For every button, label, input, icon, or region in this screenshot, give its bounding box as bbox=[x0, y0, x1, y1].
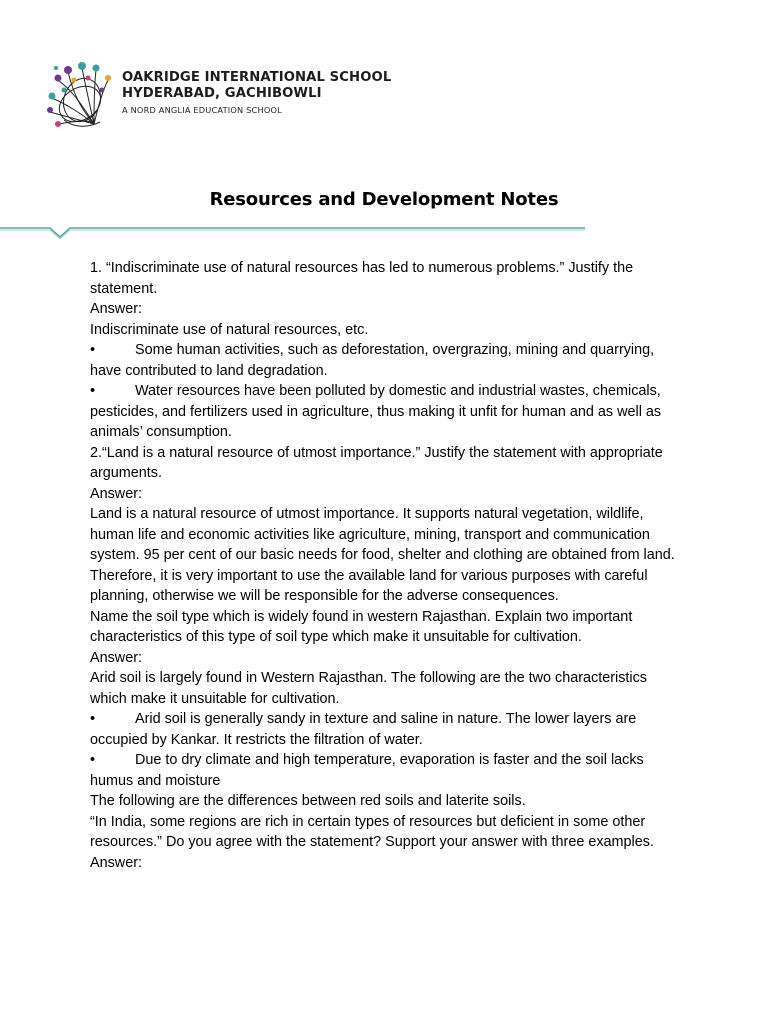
answer-text: The following are the differences between red soils and laterite soils. bbox=[90, 793, 526, 809]
bullet-item bbox=[90, 709, 686, 750]
bullet-item bbox=[90, 750, 686, 791]
question-2: 2.“Land is a natural resource of utmost importance.” Justify the statement with appropriate arguments. bbox=[90, 444, 663, 481]
school-logo-icon bbox=[44, 58, 114, 130]
bullet-item bbox=[90, 340, 686, 381]
bullet-text: Arid soil is generally sandy in texture and saline in nature. The lower layers are occupied by Kankar. It restricts the filtration of water. bbox=[90, 711, 637, 748]
bullet-icon: • bbox=[90, 752, 96, 768]
answer-text: Indiscriminate use of natural resources, etc. bbox=[90, 321, 369, 338]
answer-label: Answer: bbox=[90, 301, 142, 317]
school-tagline: A NORD ANGLIA EDUCATION SCHOOL bbox=[122, 105, 282, 115]
school-header bbox=[44, 58, 404, 130]
question-4: “In India, some regions are rich in certain types of resources but deficient in some other resources.” Do you agree with the statement? Support your answer with three examples. bbox=[90, 813, 654, 850]
school-wordmark bbox=[122, 70, 391, 115]
title-divider bbox=[0, 220, 590, 242]
bullet-text: Water resources have been polluted by domestic and industrial wastes, chemicals, pesticides, and fertilizers used in agriculture, thus making it unfit for human and as well as animals’ consumption. bbox=[90, 383, 662, 440]
school-name: OAKRIDGE INTERNATIONAL SCHOOL bbox=[122, 70, 392, 85]
notes-body bbox=[90, 258, 686, 873]
answer-text: Arid soil is largely found in Western Rajasthan. The following are the two characteristics which make it unsuitable for cultivation. bbox=[90, 670, 647, 707]
question-3: Name the soil type which is widely found in western Rajasthan. Explain two important characteristics of this type of soil type which make it unsuitable for cultivation. bbox=[90, 608, 633, 645]
bullet-text: Due to dry climate and high temperature, evaporation is faster and the soil lacks humus and moisture bbox=[90, 752, 644, 789]
bullet-icon: • bbox=[90, 342, 96, 358]
question-1: 1. “Indiscriminate use of natural resources has led to numerous problems.” Justify the statement. bbox=[90, 260, 634, 297]
bullet-icon: • bbox=[90, 711, 96, 727]
answer-label: Answer: bbox=[90, 649, 142, 666]
bullet-item bbox=[90, 381, 686, 443]
answer-label: Answer: bbox=[90, 854, 142, 871]
bullet-icon: • bbox=[90, 383, 96, 399]
answer-label: Answer: bbox=[90, 485, 142, 502]
bullet-text: Some human activities, such as deforestation, overgrazing, mining and quarrying, have contributed to land degradation. bbox=[90, 342, 655, 379]
school-location: HYDERABAD, GACHIBOWLI bbox=[122, 86, 322, 101]
page-title: Resources and Development Notes bbox=[209, 189, 559, 210]
answer-text: Land is a natural resource of utmost importance. It supports natural vegetation, wildlife, human life and economic activities like agriculture, mining, transport and communication system. 95 per cent of our basic needs for food, shelter and clothing are obtained from land. Therefore, it is very important to use the available land for various purposes with careful planning, otherwise we will be responsible for the adverse consequences. bbox=[90, 506, 675, 604]
